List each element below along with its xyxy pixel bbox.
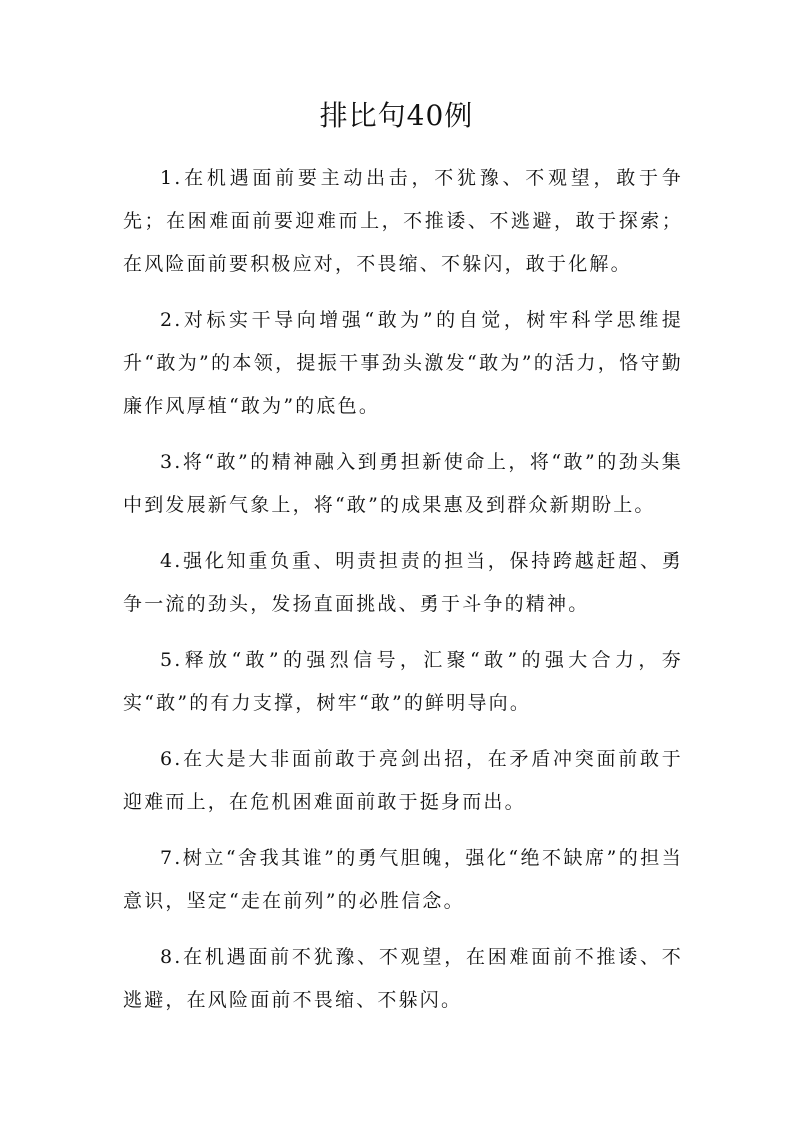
paragraph-6: 6.在大是大非面前敢于亮剑出招，在矛盾冲突面前敢于迎难而上，在危机困难面前敢于挺身而出。 [123,748,683,813]
document-body [123,157,683,1035]
paragraph-4: 4.强化知重负重、明责担责的担当，保持跨越赶超、勇争一流的劲头，发扬直面挑战、勇于斗争的精神。 [123,550,683,615]
paragraph-3: 3.将“敢”的精神融入到勇担新使命上，将“敢”的劲头集中到发展新气象上，将“敢”的成果惠及到群众新期盼上。 [123,451,683,516]
page-title: 排比句40例 [319,99,474,132]
paragraph-5: 5.释放“敢”的强烈信号，汇聚“敢”的强大合力，夯实“敢”的有力支撑，树牢“敢”的鲜明导向。 [123,649,683,714]
paragraph-7: 7.树立“舍我其谁”的勇气胆魄，强化“绝不缺席”的担当意识，坚定“走在前列”的必胜信念。 [123,847,683,912]
paragraph-8: 8.在机遇面前不犹豫、不观望，在困难面前不推诿、不逃避，在风险面前不畏缩、不躲闪。 [123,946,683,1011]
paragraph-1: 1.在机遇面前要主动出击，不犹豫、不观望，敢于争先；在困难面前要迎难而上，不推诿、不逃避，敢于探索；在风险面前要积极应对，不畏缩、不躲闪，敢于化解。 [123,167,683,275]
paragraph-2: 2.对标实干导向增强“敢为”的自觉，树牢科学思维提升“敢为”的本领，提振干事劲头激发“敢为”的活力，恪守勤廉作风厚植“敢为”的底色。 [123,309,683,417]
